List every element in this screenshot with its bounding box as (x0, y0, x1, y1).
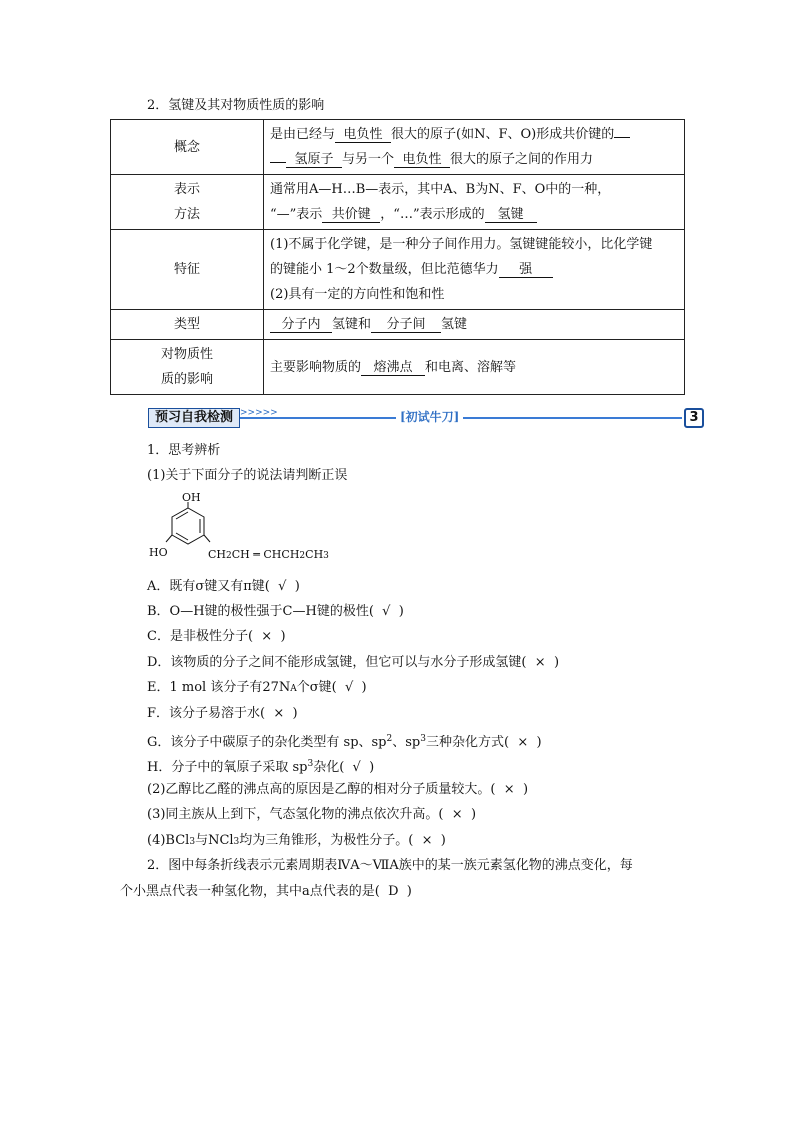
row-header-concept: 概念 (111, 120, 264, 175)
q2-line2: 个小黑点代表一种氢化物，其中a点代表的是( D ) (120, 884, 412, 899)
table-row (111, 340, 685, 395)
table-row (111, 310, 685, 340)
list-item: B．O—H键的极性强于C—H键的极性( √ ) (147, 604, 404, 619)
row-content-effect: 主要影响物质的 熔沸点 和电离、溶解等 (264, 340, 685, 395)
row-header-feature: 特征 (111, 230, 264, 310)
banner-label: 预习自我检测 (148, 408, 240, 428)
q1-title: 1．思考辨析 (147, 443, 221, 458)
row-content-type: 分子内 氢键和 分子间 氢键 (264, 310, 685, 340)
row-content-concept: 是由已经与 电负性 很大的原子(如N、F、O)形成共价键的 氢原子 与另一个 电负性 很大的原子之间的作用力 (264, 120, 685, 175)
list-item: F．该分子易溶于水( × ) (147, 706, 298, 721)
list-item: C．是非极性分子( × ) (147, 629, 286, 644)
section-title: 2．氢键及其对物质性质的影响 (147, 98, 325, 113)
list-item: G．该分子中碳原子的杂化类型有 sp、$sp^2$、$sp^3$三种杂化方式( × ) (147, 734, 542, 750)
table-row (111, 230, 685, 310)
table-row (111, 175, 685, 230)
row-content-notation: 通常用A—H…B—表示，其中A、B为N、F、O中的一种， “—”表示 共价键 ，“…”表示形成的 氢键 (264, 175, 685, 230)
hydrogen-bond-table (110, 119, 685, 395)
list-item: D．该物质的分子之间不能形成氢键，但它可以与水分子形成氢键( × ) (147, 655, 560, 670)
banner-middle: [初试牛刀] (396, 409, 463, 425)
q1-part4: (4)BCl3与NCl3均为三角锥形，为极性分子。( × ) (147, 833, 446, 848)
row-header-type: 类型 (111, 310, 264, 340)
q1-part2: (2)乙醇比乙醛的沸点高的原因是乙醇的相对分子质量较大。( × ) (147, 782, 529, 797)
banner-arrows: >>>>> (240, 408, 278, 418)
list-item: A．既有σ键又有π键( √ ) (147, 579, 300, 594)
table-row (111, 120, 685, 175)
list-item: E．1 mol 该分子有27NA个σ键( √ ) (147, 680, 367, 695)
q1-sub: (1)关于下面分子的说法请判断正误 (147, 468, 348, 483)
side-chain-label: CH2CH ═ CHCH2CH3 (208, 548, 329, 561)
molecule-structure (148, 490, 348, 570)
list-item: H．分子中的氧原子采取 $sp^3$杂化( √ ) (147, 759, 375, 775)
section-banner (148, 408, 704, 428)
row-content-feature: (1)不属于化学键，是一种分子间作用力。氢键键能较小，比化学键 的键能小 1～2个数量级，但比范德华力 强 (2)具有一定的方向性和饱和性 (264, 230, 685, 310)
row-header-effect: 对物质性 质的影响 (111, 340, 264, 395)
oh-top-label: OH (182, 491, 201, 504)
oh-left-label: HO (149, 546, 168, 559)
q1-part3: (3)同主族从上到下，气态氢化物的沸点依次升高。( × ) (147, 807, 477, 822)
row-header-notation: 表示 方法 (111, 175, 264, 230)
q2-line1: 2．图中每条折线表示元素周期表ⅣA～ⅦA族中的某一族元素氢化物的沸点变化，每 (147, 858, 633, 873)
banner-number: 3 (684, 408, 704, 428)
